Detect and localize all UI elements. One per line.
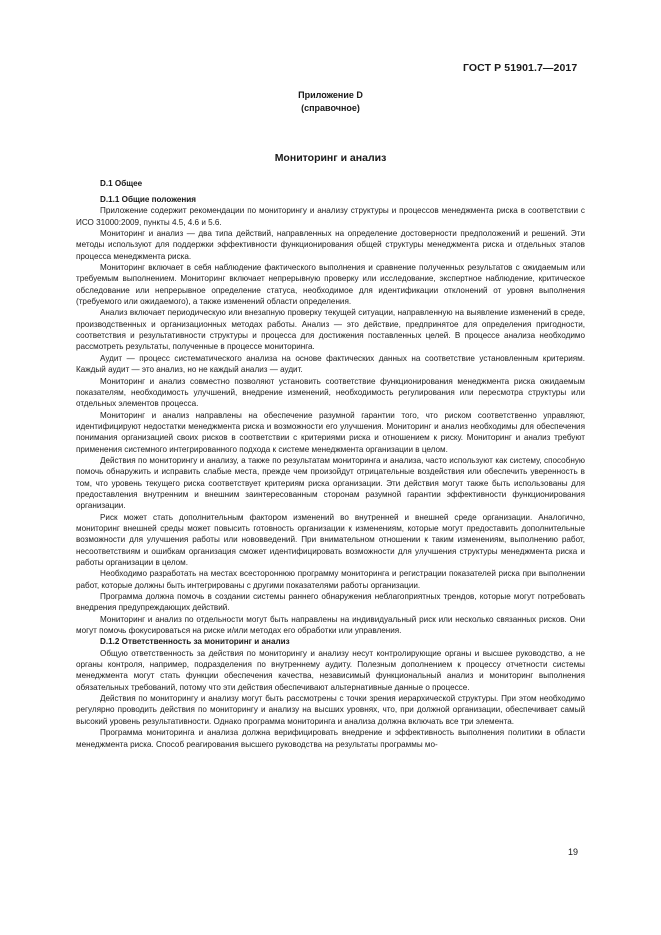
subsection-heading: D.1.2 Ответственность за мониторинг и анализ xyxy=(100,637,290,647)
subsection-heading: D.1.1 Общие положения xyxy=(100,195,197,204)
section-heading: D.1 Общее xyxy=(100,179,143,188)
paragraph: Общую ответственность за действия по мониторингу и анализу несут контролирующие органы и высшее руководство, а не органы контроля, например, подразделения по внутреннему аудиту. Полезным дополнением к процессу отчетности системы менеджмента могут стать функции обеспечения качества, независимый функциональный анализ и мониторинг выполнения обязательных требований, потому что эти действия обеспечивают альтернативные данные о процессе. xyxy=(76,648,585,692)
paragraph: Риск может стать дополнительным фактором изменений во внутренней и внешней среде организации. Аналогично, мониторинг внешней среды может повысить готовность организации к изменениям, которые могут предоставить дополнительные возможности для улучшения работы или нововведений. При внимательном отношении к таким изменениям, выполнению работ, несоответствиям и ошибкам организация сможет идентифицировать возможности для улучшения структуры менеджмента риска и работы организации в целом. xyxy=(76,512,585,567)
paragraph: Мониторинг включает в себя наблюдение фактического выполнения и сравнение полученных результатов с ожидаемым или требуемым выполнением. Мониторинг включает непрерывную проверку или исследование, экспертное наблюдение, критическое обследование или непрерывное определение статуса, необходимое для идентификации отклонений от уровня выполнения (требуемого или ожидаемого), а также изменений области определения. xyxy=(76,263,585,307)
paragraph: Программа мониторинга и анализа должна верифицировать внедрение и эффективность выполнения политики в области менеджмента риска. Способ реагирования высшего руководства на результаты программы мо- xyxy=(76,728,585,749)
annex-label: Приложение D xyxy=(298,90,363,100)
paragraph: Мониторинг и анализ совместно позволяют установить соответствие функционирования менеджмента риска ожидаемым показателям, необходимость улучшений, внедрение изменений, необходимость регулирования или пересмотра структуры или отдельных элементов процесса. xyxy=(76,376,585,409)
paragraph: Приложение содержит рекомендации по мониторингу и анализу структуры и процессов менеджмента риска в соответствии с ИСО 31000:2009, пункты 4.5, 4.6 и 5.6. xyxy=(76,206,585,227)
paragraph: Мониторинг и анализ направлены на обеспечение разумной гарантии того, что риском соответственно управляют, идентифицируют недостатки менеджмента риска и возможности его улучшения. Мониторинг и анализ необходимы для обеспечения понимания организацией своих рисков в соответствии с критериями риска и отношением к риску. Мониторинг и анализ требуют применения системного интегрированного подхода к системе менеджмента организации в целом. xyxy=(76,410,585,454)
paragraph: Программа должна помочь в создании системы раннего обнаружения неблагоприятных трендов, которые могут потребовать внедрения предупреждающих действий. xyxy=(76,592,585,613)
page-number: 19 xyxy=(568,847,579,857)
annex-title: Мониторинг и анализ xyxy=(274,152,387,164)
paragraph: Действия по мониторингу и анализу, а также по результатам мониторинга и анализа, часто используют как систему, способную помочь обнаружить и исправить слабые места, прежде чем произойдут отрицательные воздействия или обеспечить уверенность в том, что уровень текущего риска соответствует критериям риска организации. Эти действия могут также быть использованы для предоставления внутренним и внешним заинтересованным сторонам разумной гарантии эффективности функционирования организации. xyxy=(76,455,585,511)
paragraph: Действия по мониторингу и анализу могут быть рассмотрены с точки зрения иерархической структуры. При этом необходимо регулярно проводить действия по мониторингу и анализу на высших уровнях, что, при должной организации, обеспечивает самый высокий уровень результативности. Однако программа мониторинга и анализа должна включать все три элемента. xyxy=(76,694,585,726)
document-body xyxy=(76,178,585,750)
paragraph: Анализ включает периодическую или внезапную проверку текущей ситуации, направленную на выявление изменений в среде, производственных и организационных методах работы. Анализ — это действие, предпринятое для определения пригодности, соответствия и результативности структуры и процесса для достижения поставленных целей. В процессе анализа необходимо рассмотреть результаты, полученные в процессе мониторинга. xyxy=(76,308,585,352)
document-code: ГОСТ Р 51901.7—2017 xyxy=(463,62,578,74)
paragraph: Аудит — процесс систематического анализа на основе фактических данных на соответствие установленным критериям. Каждый аудит — это анализ, но не каждый анализ — аудит. xyxy=(76,353,585,375)
paragraph: Мониторинг и анализ по отдельности могут быть направлены на индивидуальный риск или несколько связанных рисков. Они могут помочь фокусироваться на риске и/или методах его обработки или управления. xyxy=(76,614,585,636)
annex-type: (справочное) xyxy=(301,103,360,113)
paragraph: Мониторинг и анализ — два типа действий, направленных на определение достоверности предположений и решений. Эти методы используют для поддержки эффективности функционирования общей структуры менеджмента риска и отдельных этапов процесса менеджмента риска. xyxy=(76,229,585,261)
annex-heading xyxy=(0,89,661,115)
paragraph: Необходимо разработать на местах всестороннюю программу мониторинга и регистрации показателей риска при выполнении работ, которые должны быть интегрированы с другими показателями работы организации. xyxy=(76,569,585,590)
